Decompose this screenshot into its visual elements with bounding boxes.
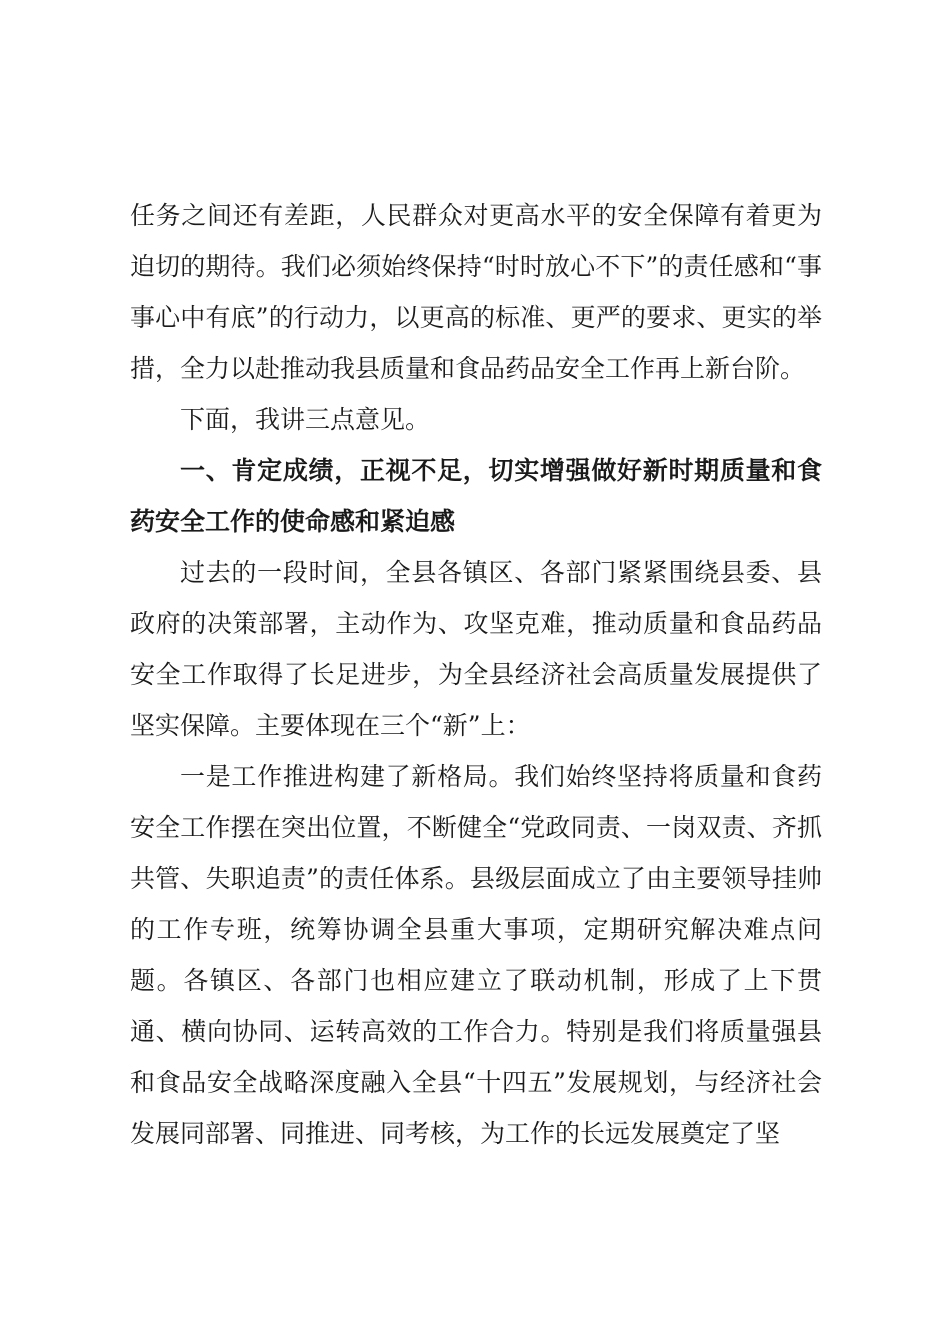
section-heading-1: 一、肯定成绩，正视不足，切实增强做好新时期质量和食药安全工作的使命感和紧迫感 xyxy=(130,456,822,536)
paragraph-continuation: 任务之间还有差距，人民群众对更高水平的安全保障有着更为迫切的期待。我们必须始终保持“时时放心不下”的责任感和“事事心中有底”的行动力，以更高的标准、更严的要求、更实的举措，全力以赴推动我县质量和食品药品安全工作再上新台阶。 xyxy=(130,201,822,383)
paragraph-new-pattern: 一是工作推进构建了新格局。我们始终坚持将质量和食药安全工作摆在突出位置，不断健全“党政同责、一岗双责、齐抓共管、失职追责”的责任体系。县级层面成立了由主要领导挂帅的工作专班，统筹协调全县重大事项，定期研究解决难点问题。各镇区、各部门也相应建立了联动机制，形成了上下贯通、横向协同、运转高效的工作合力。特别是我们将质量强县和食品安全战略深度融入全县“十四五”发展规划，与经济社会发展同部署、同推进、同考核，为工作的长远发展奠定了坚 xyxy=(130,762,822,1148)
paragraph-intro: 下面，我讲三点意见。 xyxy=(180,405,431,434)
paragraph-achievements: 过去的一段时间，全县各镇区、各部门紧紧围绕县委、县政府的决策部署，主动作为、攻坚克难，推动质量和食品药品安全工作取得了长足进步，为全县经济社会高质量发展提供了坚实保障。主要体现在三个“新”上： xyxy=(130,558,822,740)
document-body xyxy=(130,190,822,1159)
